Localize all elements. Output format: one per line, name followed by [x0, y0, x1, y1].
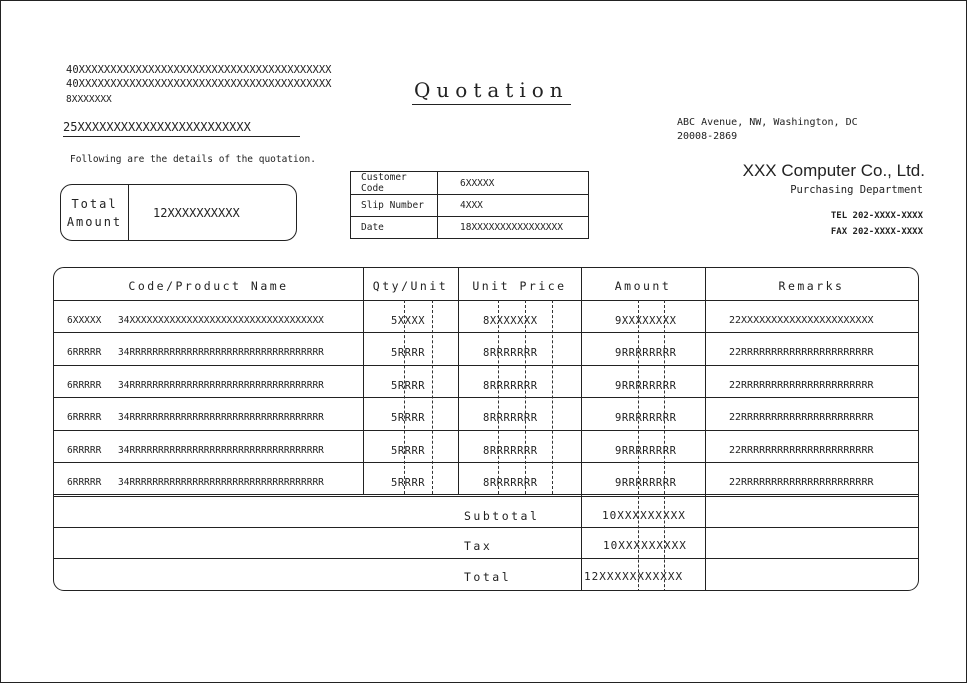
- cell-product-name: 34RRRRRRRRRRRRRRRRRRRRRRRRRRRRRRRRRR: [118, 379, 324, 391]
- col-divider: [363, 268, 364, 495]
- cell-unit-price: 8XXXXXXX: [483, 315, 538, 327]
- company-name: XXX Computer Co., Ltd.: [742, 161, 925, 180]
- cell-code: 6RRRRR: [67, 347, 102, 359]
- customer-address-line-2: 40XXXXXXXXXXXXXXXXXXXXXXXXXXXXXXXXXXXXXXXX: [66, 78, 332, 90]
- customer-name: 25XXXXXXXXXXXXXXXXXXXXXXXX: [63, 120, 300, 137]
- cell-unit-price: 8RRRRRRR: [483, 412, 538, 425]
- info-row-date: [351, 217, 589, 239]
- cell-product-name: 34XXXXXXXXXXXXXXXXXXXXXXXXXXXXXXXXXX: [118, 315, 324, 326]
- digit-separator: [552, 300, 553, 494]
- cell-unit-price: 8RRRRRRR: [483, 379, 538, 392]
- cell-amount: 9RRRRRRRR: [615, 444, 677, 457]
- company-address: [677, 116, 858, 144]
- row-divider: [54, 365, 918, 366]
- cell-code: 6RRRRR: [67, 444, 102, 456]
- info-key: Customer Code: [351, 172, 438, 195]
- header-price: Unit Price: [472, 279, 567, 293]
- info-key: Slip Number: [351, 195, 438, 217]
- cell-amount: 9RRRRRRRR: [615, 347, 677, 360]
- digit-separator: [638, 496, 639, 591]
- cell-code: 6XXXXX: [67, 315, 102, 326]
- cell-product-name: 34RRRRRRRRRRRRRRRRRRRRRRRRRRRRRRRRRR: [118, 444, 324, 456]
- cell-product-name: 34RRRRRRRRRRRRRRRRRRRRRRRRRRRRRRRRRR: [118, 477, 324, 488]
- total-amount-label: [61, 185, 129, 240]
- cell-amount: 9XXXXXXXX: [615, 315, 677, 327]
- quotation-table: [53, 267, 919, 591]
- cell-code: 6RRRRR: [67, 379, 102, 391]
- subtotal-value: 10XXXXXXXXX: [602, 509, 686, 522]
- row-divider: [54, 462, 918, 463]
- company-address-line1: ABC Avenue, NW, Washington, DC: [677, 117, 858, 128]
- col-divider: [458, 268, 459, 495]
- summary-divider: [54, 527, 918, 528]
- company-address-line2: 20008-2869: [677, 131, 738, 142]
- customer-address-line-1: 40XXXXXXXXXXXXXXXXXXXXXXXXXXXXXXXXXXXXXXXX: [66, 64, 332, 76]
- row-divider: [54, 332, 918, 333]
- cell-amount: 9RRRRRRRR: [615, 379, 677, 392]
- cell-remarks: 22RRRRRRRRRRRRRRRRRRRRRR: [729, 347, 874, 359]
- digit-separator: [525, 300, 526, 494]
- header-product: Code/Product Name: [128, 279, 289, 293]
- cell-code: 6RRRRR: [67, 477, 102, 488]
- cell-amount: 9RRRRRRRR: [615, 412, 677, 425]
- total-label: Total: [464, 570, 512, 584]
- cell-qty: 5RRRR: [391, 444, 426, 457]
- digit-separator: [498, 300, 499, 494]
- body-divider: [54, 496, 918, 497]
- company-fax: FAX 202-XXXX-XXXX: [830, 227, 923, 237]
- digit-separator: [638, 300, 639, 494]
- tax-label: Tax: [464, 539, 493, 553]
- cell-code: 6RRRRR: [67, 412, 102, 424]
- summary-divider: [54, 558, 918, 559]
- cell-qty: 5RRRR: [391, 379, 426, 392]
- header-amount: Amount: [614, 279, 672, 293]
- intro-text: Following are the details of the quotation.: [70, 154, 316, 165]
- row-divider: [54, 430, 918, 431]
- info-key: Date: [351, 217, 438, 239]
- total-value: 12XXXXXXXXXXX: [584, 570, 684, 583]
- cell-remarks: 22XXXXXXXXXXXXXXXXXXXXXX: [729, 315, 874, 326]
- digit-separator: [432, 300, 433, 494]
- digit-separator: [664, 300, 665, 494]
- info-value: 6XXXXX: [438, 172, 589, 195]
- total-amount-box: [60, 184, 297, 241]
- cell-remarks: 22RRRRRRRRRRRRRRRRRRRRRR: [729, 412, 874, 424]
- cell-product-name: 34RRRRRRRRRRRRRRRRRRRRRRRRRRRRRRRRRR: [118, 347, 324, 359]
- cell-unit-price: 8RRRRRRR: [483, 477, 538, 489]
- cell-product-name: 34RRRRRRRRRRRRRRRRRRRRRRRRRRRRRRRRRR: [118, 412, 324, 424]
- digit-separator: [664, 496, 665, 591]
- cell-remarks: 22RRRRRRRRRRRRRRRRRRRRRR: [729, 379, 874, 391]
- subtotal-label: Subtotal: [464, 509, 540, 523]
- info-row-customer-code: [351, 172, 589, 195]
- body-divider: [54, 494, 918, 495]
- total-amount-label-line1: Total: [71, 196, 118, 211]
- total-amount-label-line2: Amount: [66, 214, 123, 229]
- info-row-slip-number: [351, 195, 589, 217]
- cell-qty: 5RRRR: [391, 347, 426, 360]
- cell-remarks: 22RRRRRRRRRRRRRRRRRRRRRR: [729, 477, 874, 488]
- header-divider: [54, 300, 918, 301]
- company-department: Purchasing Department: [790, 184, 923, 196]
- info-value: 18XXXXXXXXXXXXXXXX: [438, 217, 589, 239]
- header-remarks: Remarks: [778, 279, 845, 293]
- info-table: [350, 171, 589, 239]
- cell-qty: 5RRRR: [391, 412, 426, 425]
- cell-qty: 5XXXX: [391, 315, 426, 327]
- digit-separator: [404, 300, 405, 494]
- cell-unit-price: 8RRRRRRR: [483, 444, 538, 457]
- company-tel: TEL 202-XXXX-XXXX: [830, 211, 923, 221]
- info-value: 4XXX: [438, 195, 589, 217]
- customer-address-line-3: 8XXXXXXX: [66, 94, 112, 105]
- cell-unit-price: 8RRRRRRR: [483, 347, 538, 360]
- cell-remarks: 22RRRRRRRRRRRRRRRRRRRRRR: [729, 444, 874, 456]
- cell-amount: 9RRRRRRRR: [615, 477, 677, 489]
- total-amount-value: 12XXXXXXXXXX: [153, 206, 240, 220]
- row-divider: [54, 397, 918, 398]
- page-title: Quotation: [412, 78, 571, 105]
- cell-qty: 5RRRR: [391, 477, 426, 489]
- tax-value: 10XXXXXXXXX: [603, 539, 687, 552]
- header-qty: Qty/Unit: [372, 279, 449, 293]
